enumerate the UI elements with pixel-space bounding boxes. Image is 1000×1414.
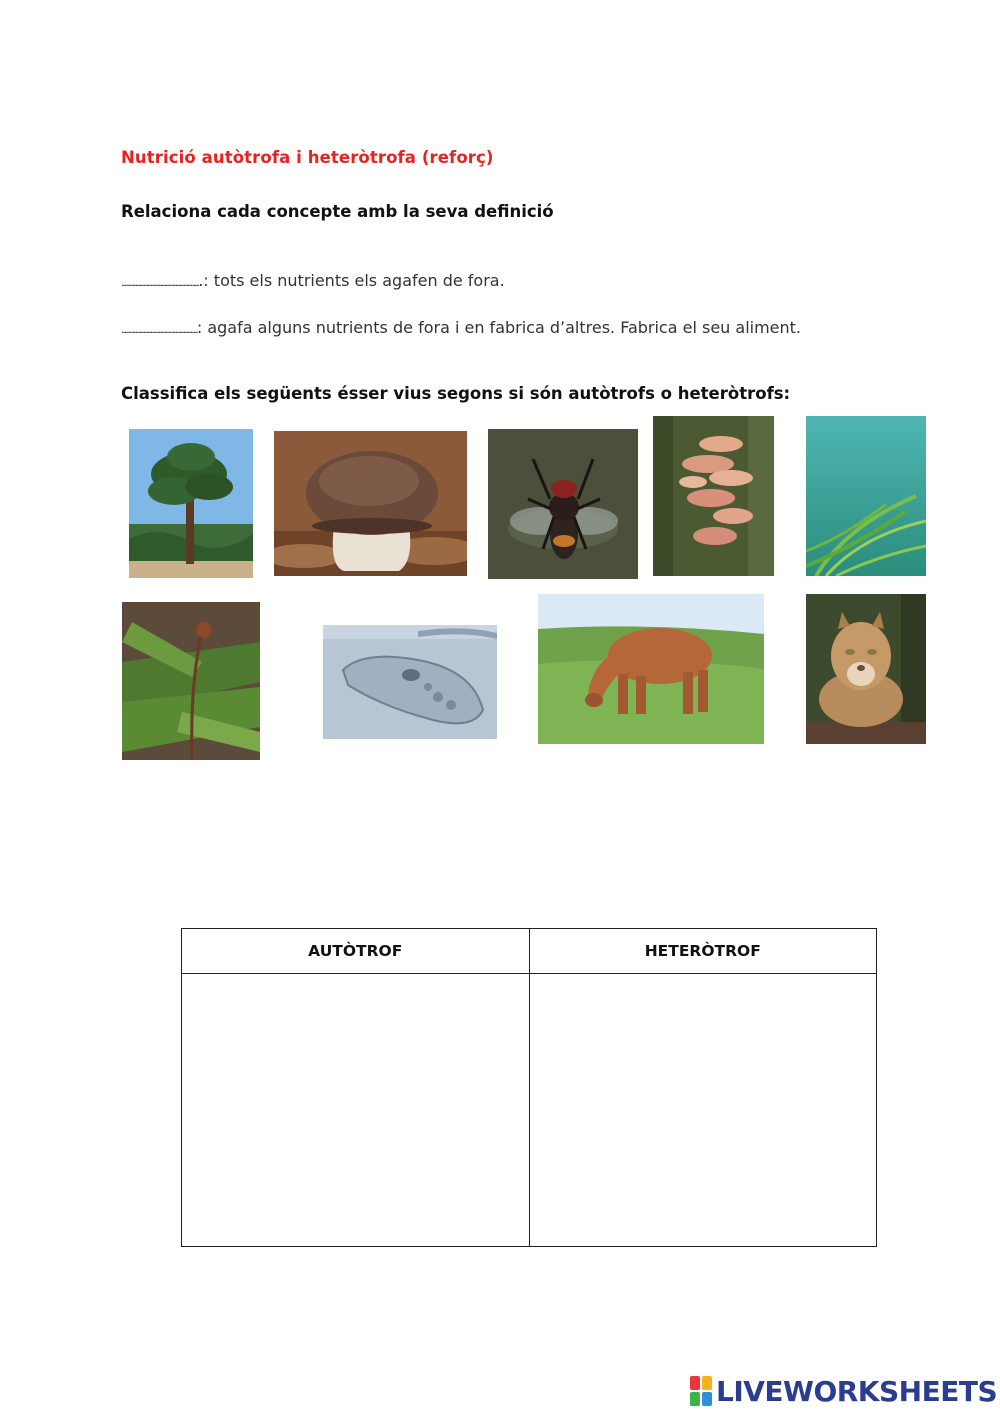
- liveworksheets-logo: [690, 1371, 997, 1411]
- fly-icon[interactable]: [488, 429, 638, 579]
- column-header-autotrof: AUTÒTROF: [182, 929, 530, 974]
- classification-table: [181, 928, 877, 1247]
- definition-suffix: :: [196, 318, 203, 337]
- fern-icon[interactable]: [122, 602, 260, 760]
- definition-suffix: .:: [198, 271, 209, 290]
- tree-fungus-icon[interactable]: [653, 416, 774, 576]
- cow-icon[interactable]: [538, 594, 764, 744]
- puma-icon[interactable]: [806, 594, 926, 744]
- drop-zone-autotrof[interactable]: [182, 974, 530, 1247]
- definition-heterotrof: [121, 271, 505, 290]
- classify-instruction: Classifica els següents ésser vius segons si són autòtrofs o heteròtrofs:: [121, 384, 791, 403]
- worksheet-title: Nutrició autòtrofa i heteròtrofa (reforç): [121, 148, 494, 167]
- drop-zone-heterotrof[interactable]: [529, 974, 877, 1247]
- paramecium-icon[interactable]: [323, 625, 497, 739]
- answer-blank[interactable]: .......................................................: [121, 325, 197, 336]
- definition-text: tots els nutrients els agafen de fora.: [208, 271, 505, 290]
- logo-squares-icon: [690, 1376, 712, 1406]
- definition-text: agafa alguns nutrients de fora i en fabrica d’altres. Fabrica el seu aliment.: [202, 318, 802, 337]
- column-header-heterotrof: HETERÒTROF: [529, 929, 877, 974]
- mushroom-icon[interactable]: [274, 431, 467, 576]
- match-instruction: Relaciona cada concepte amb la seva definició: [121, 202, 554, 221]
- pine-tree-icon[interactable]: [129, 429, 253, 578]
- seaweed-icon[interactable]: [806, 416, 926, 576]
- logo-text: LIVEWORKSHEETS: [716, 1374, 998, 1408]
- answer-blank[interactable]: ........................................................: [121, 278, 199, 289]
- definition-autotrof: [121, 315, 877, 344]
